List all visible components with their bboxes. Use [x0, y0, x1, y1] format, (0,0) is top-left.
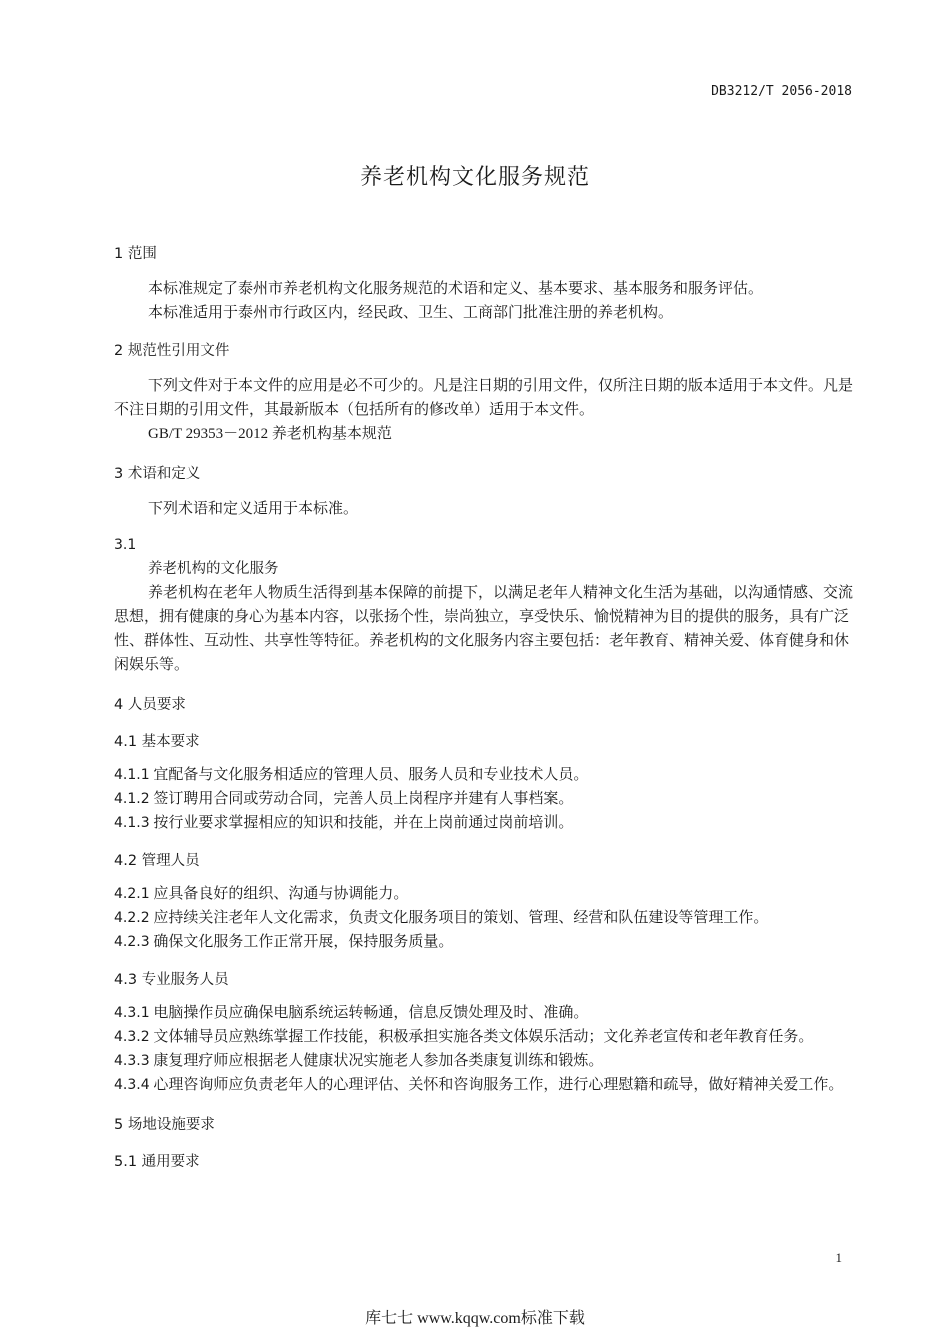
item-text: 应持续关注老年人文化需求，负责文化服务项目的策划、管理、经营和队伍建设等管理工作。 — [153, 910, 769, 926]
section-5-heading: 5 场地设施要求 — [114, 1117, 215, 1133]
list-item — [114, 811, 860, 835]
section-4-2-heading: 4.2 管理人员 — [114, 853, 200, 869]
section-1-para-1: 本标准规定了泰州市养老机构文化服务规范的术语和定义、基本要求、基本服务和服务评估。 — [148, 281, 764, 297]
footer-watermark: 库七七 www.kqqw.com标准下载 — [365, 1310, 585, 1327]
item-number: 4.3.3 — [114, 1053, 150, 1069]
section-4-1-heading: 4.1 基本要求 — [114, 734, 200, 750]
page-number: 1 — [835, 1250, 842, 1265]
list-item — [114, 787, 860, 811]
section-5-1-heading: 5.1 通用要求 — [114, 1154, 200, 1170]
section-3-heading: 3 术语和定义 — [114, 466, 201, 482]
section-1-para-2: 本标准适用于泰州市行政区内，经民政、卫生、工商部门批准注册的养老机构。 — [148, 305, 674, 321]
list-item — [114, 763, 860, 787]
item-number: 4.2.2 — [114, 910, 150, 926]
item-text: 文体辅导员应熟练掌握工作技能，积极承担实施各类文体娱乐活动；文化养老宣传和老年教育任务。 — [153, 1029, 814, 1045]
document-body — [114, 238, 860, 1171]
term-3-1-definition: 养老机构在老年人物质生活得到基本保障的前提下，以满足老年人精神文化生活为基础，以沟通情感、交流思想，拥有健康的身心为基本内容，以张扬个性，崇尚独立，享受快乐、愉悦精神为目的提供的服务，具有广泛性、群体性、互动性、共享性等特征。养老机构的文化服务内容主要包括：老年教育、精神关爱、体育健身和休闲娱乐等。 — [114, 585, 854, 673]
item-text: 确保文化服务工作正常开展，保持服务质量。 — [153, 934, 454, 950]
item-text: 电脑操作员应确保电脑系统运转畅通，信息反馈处理及时、准确。 — [153, 1005, 589, 1021]
list-item — [114, 930, 860, 954]
section-4-2-list — [114, 882, 860, 954]
item-number: 4.1.1 — [114, 767, 150, 783]
item-text: 应具备良好的组织、沟通与协调能力。 — [153, 886, 409, 902]
term-3-1-name: 养老机构的文化服务 — [148, 561, 279, 577]
item-text: 心理咨询师应负责老年人的心理评估、关怀和咨询服务工作，进行心理慰籍和疏导，做好精神关爱工作。 — [153, 1077, 844, 1093]
item-number: 4.1.3 — [114, 815, 150, 831]
list-item — [114, 1025, 860, 1049]
item-number: 4.2.1 — [114, 886, 150, 902]
list-item — [114, 882, 860, 906]
section-2-heading: 2 规范性引用文件 — [114, 343, 230, 359]
item-number: 4.3.4 — [114, 1077, 150, 1093]
item-text: 康复理疗师应根据老人健康状况实施老人参加各类康复训练和锻炼。 — [153, 1053, 604, 1069]
reference-code: GB/T 29353－2012 — [148, 426, 269, 442]
item-number: 4.2.3 — [114, 934, 150, 950]
document-title: 养老机构文化服务规范 — [359, 165, 590, 190]
section-2-para-1: 下列文件对于本文件的应用是必不可少的。凡是注日期的引用文件，仅所注日期的版本适用于本文件。凡是不注日期的引用文件，其最新版本（包括所有的修改单）适用于本文件。 — [114, 378, 854, 418]
section-4-3-list — [114, 1001, 860, 1097]
term-3-1-number: 3.1 — [114, 537, 137, 553]
item-number: 4.1.2 — [114, 791, 150, 807]
list-item — [114, 906, 860, 930]
reference-title: 养老机构基本规范 — [271, 426, 392, 442]
section-3-para-1: 下列术语和定义适用于本标准。 — [148, 501, 359, 517]
normative-reference — [114, 422, 860, 446]
item-text: 宜配备与文化服务相适应的管理人员、服务人员和专业技术人员。 — [153, 767, 589, 783]
item-number: 4.3.2 — [114, 1029, 150, 1045]
list-item — [114, 1001, 860, 1025]
section-4-1-list — [114, 763, 860, 835]
section-1-heading: 1 范围 — [114, 246, 157, 262]
item-number: 4.3.1 — [114, 1005, 150, 1021]
list-item — [114, 1073, 860, 1097]
section-4-3-heading: 4.3 专业服务人员 — [114, 972, 229, 988]
item-text: 按行业要求掌握相应的知识和技能，并在上岗前通过岗前培训。 — [153, 815, 574, 831]
list-item — [114, 1049, 860, 1073]
standard-code: DB3212/T 2056-2018 — [711, 84, 852, 99]
section-4-heading: 4 人员要求 — [114, 697, 186, 713]
item-text: 签订聘用合同或劳动合同，完善人员上岗程序并建有人事档案。 — [153, 791, 574, 807]
